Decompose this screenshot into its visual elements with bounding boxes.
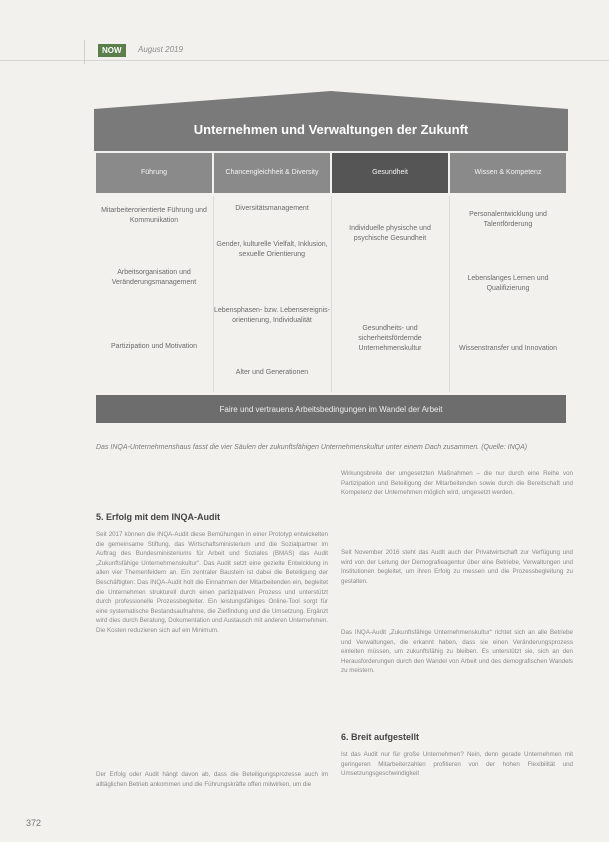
pillar-item: Gesundheits- und sicherheitsfördernde Unternehmenskultur xyxy=(358,325,422,352)
pillar-item: Alter und Generationen xyxy=(235,369,309,376)
header-divider xyxy=(84,40,85,64)
pillar-item: Wissenstransfer und Innovation xyxy=(458,345,558,352)
pillar-item: Individuelle physische und psychische Gesundheit xyxy=(349,225,431,242)
pillar-item: Mitarbeiterorientierte Führung und Kommunikation xyxy=(101,207,207,224)
pillar-item: Lebensphasen- bzw. Lebensereignis-orientierung, Individualität xyxy=(214,307,330,324)
body-paragraph: Der Erfolg oder Audit hängt davon ab, dass die Beteiligungsprozesse auch im alltäglichen Betrieb ankommen und die Führungskräfte offen mitwirken, um die xyxy=(96,771,328,788)
section-heading: 5. Erfolg mit dem INQA-Audit xyxy=(96,512,221,522)
pillar-headers xyxy=(96,153,566,193)
pillar-header-gesundheit: Gesundheit xyxy=(332,153,448,193)
body-paragraph: Seit 2017 können die INQA-Audit diese Bemühungen in einer Prototyp entwickelten die gemeinsame Stiftung, das Wirtschaftsministerium und die Sozialpartner im Auftrag des Bundesministeriums für Arbeit und Soziales (BMAS) das Audit „Zukunftsfähige Unternehmenskultur“. Das Audit setzt eine gezielte Entwicklung in allen vier Themenfeldern an. Ein zentraler Baustein ist dabei die Beteiligung der Beschäftigten: Das INQA-Audit holt die Einnahmen der Mitarbeitenden ein, begleitet die Unternehmen strukturell durch einen partizipativen Prozess und unterstützt durch professionelle Prozessbegleiter. Ein leistungsfähiges Online-Tool sorgt für eine systematische Bestandsaufnahme, die Zielfindung und die Umsetzung. Ergänzt wird dies durch Beratung, Dokumentation und Austausch mit anderen Unternehmen. Die Kosten reduzieren sich auf ein Minimum. xyxy=(96,531,328,634)
pillar-column-gesundheit xyxy=(332,196,448,392)
page-number: 372 xyxy=(26,818,42,828)
header-rule xyxy=(0,60,609,61)
pillar-column-fuehrung xyxy=(96,196,212,392)
house-title: Unternehmen und Verwaltungen der Zukunft xyxy=(193,122,469,137)
house-foundation: Faire und vertrauens Arbeitsbedingungen im Wandel der Arbeit xyxy=(96,395,566,423)
pillar-item: Personalentwicklung und Talentförderung xyxy=(469,211,547,228)
pillar-item: Lebenslanges Lernen und Qualifizierung xyxy=(467,275,549,292)
pillar-header-fuehrung: Führung xyxy=(96,153,212,193)
pillar-item: Gender, kulturelle Vielfalt, Inklusion, sexuelle Orientierung xyxy=(216,241,328,258)
body-paragraph: Ist das Audit nur für große Unternehmen? Nein, denn gerade Unternehmen mit geringeren Mitarbeiterzahlen profitieren von der hohen Flexibilität und Umsetzungsgeschwindigkeit xyxy=(341,751,573,778)
figure-caption: Das INQA-Unternehmenshaus fasst die vier Säulen der zukunftsfähigen Unternehmenskultur unter einem Dach zusammen. (Quelle: INQA) xyxy=(96,444,528,451)
section-heading: 6. Breit aufgestellt xyxy=(341,732,420,742)
pillar-column-diversity xyxy=(214,196,330,392)
house-roof xyxy=(94,91,568,151)
body-paragraph: Wirkungsbreite der umgesetzten Maßnahmen – die nur durch eine Reihe von Partizipation und Beteiligung der Mitarbeitenden sowie durch die Bereitschaft und Kompetenz der Unternehmen möglich wird, umgesetzt werden. xyxy=(341,470,573,497)
pillar-column-wissen xyxy=(450,196,566,392)
body-paragraph: Seit November 2016 steht das Audit auch der Privatwirtschaft zur Verfügung und wird von der Leitung der Demografieagentur über eine Betriebe, Verwaltungen und Institutionen begleitet, um ihren Erfolg zu messen und die Prozessbegleitung zu gestalten. xyxy=(341,549,573,585)
pillar-item: Arbeitsorganisation und Veränderungsmanagement xyxy=(111,269,197,286)
pillar-header-diversity: Chancengleichheit & Diversity xyxy=(214,153,330,193)
pillar-item: Partizipation und Motivation xyxy=(111,343,197,350)
body-paragraph: Das INQA-Audit „Zukunftsfähige Unternehmenskultur“ richtet sich an alle Betriebe und Verwaltungen, die erkannt haben, dass sie einen Veränderungsprozess einleiten müssen, um zukunftsfähig zu bleiben. Es unterstützt sie, sich an den Herausforderungen durch den Wandel von Arbeit und des demografischen Wandels zu meistern. xyxy=(341,629,573,675)
issue-label: August 2019 xyxy=(138,45,183,54)
pillar-item: Diversitätsmanagement xyxy=(235,205,309,212)
pillar-header-wissen: Wissen & Kompetenz xyxy=(450,153,566,193)
brand-badge: NOW xyxy=(98,44,126,57)
